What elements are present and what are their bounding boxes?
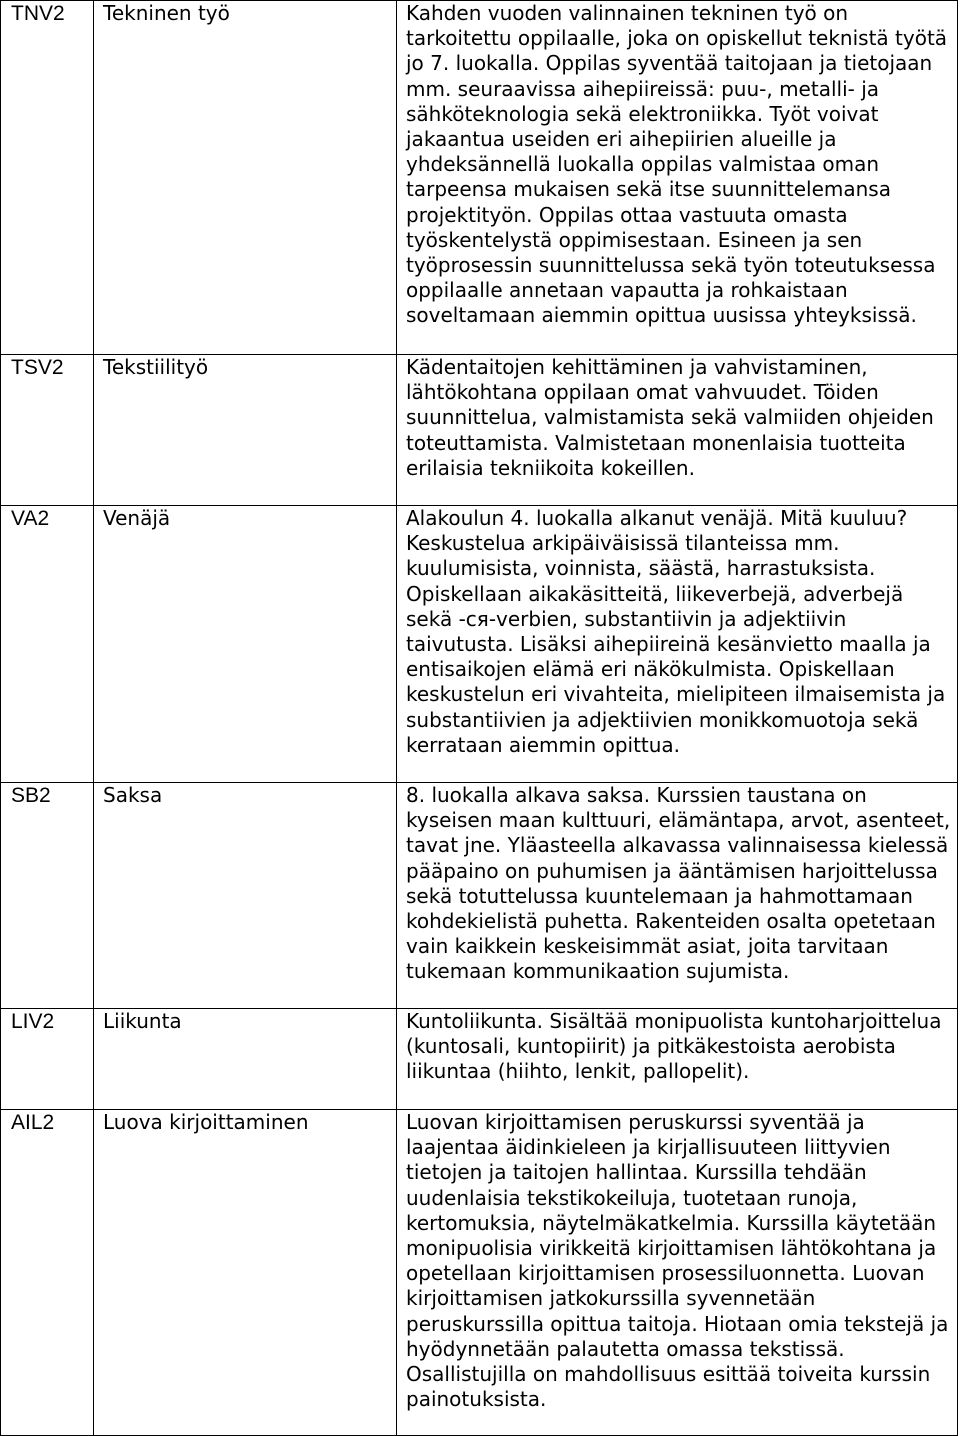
course-name: Liikunta	[94, 1009, 397, 1110]
course-description	[397, 1009, 958, 1110]
course-description-text: Kuntoliikunta. Sisältää monipuolista kuntoharjoittelua (kuntosali, kuntopiirit) ja pitkäkestoista aerobista liikuntaa (hiihto, lenkit, pallopelit).	[406, 1009, 942, 1084]
course-description	[397, 1, 958, 355]
course-description-text: Kädentaitojen kehittäminen ja vahvistaminen, lähtökohtana oppilaan omat vahvuudet. Töiden suunnittelua, valmistamista sekä valmiiden ohjeiden toteuttamista. Valmistetaan monenlaisia tuotteita erilaisia tekniikoita kokeillen.	[406, 355, 934, 480]
course-code: VA2	[1, 506, 94, 783]
course-description-text: 8. luokalla alkava saksa. Kurssien taustana on kyseisen maan kulttuuri, elämäntapa, arvot, asenteet, tavat jne. Yläasteella alkavassa valinnaisessa kielessä pääpaino on puhumisen ja ääntämisen harjoittelussa sekä totuttelussa kuuntelemaan ja hahmottamaan kohdekielistä puhetta. Rakenteiden osalta opetetaan vain kaikkein keskeisimmät asiat, joita tarvitaan tukemaan kommunikaation sujumista.	[406, 783, 951, 984]
course-code: TNV2	[1, 1, 94, 355]
table-row	[1, 506, 958, 783]
course-description	[397, 355, 958, 506]
course-description-text: Kahden vuoden valinnainen tekninen työ on tarkoitettu oppilaalle, joka on opiskellut teknistä työtä jo 7. luokalla. Oppilas syventää taitojaan ja tietojaan mm. seuraavissa aihepiireissä: puu-, metalli- ja sähköteknologia sekä elektroniikka. Työt voivat jakaantua useiden eri aihepiirien alueille ja yhdeksännellä luokalla oppilas valmistaa oman tarpeensa mukaisen sekä itse suunnittelemansa projektityön. Oppilas ottaa vastuuta omasta työskentelystä oppimisestaan. Esineen ja sen työprosessin suunnittelussa sekä työn toteutuksessa oppilaalle annetaan vapautta ja rohkaistaan soveltamaan aiemmin opittua uusissa yhteyksissä.	[406, 1, 948, 328]
table-row	[1, 783, 958, 1009]
course-description-text: Alakoulun 4. luokalla alkanut venäjä. Mitä kuuluu? Keskustelua arkipäiväisissä tilanteissa mm. kuulumisista, voinnista, säästä, harrastuksista. Opiskellaan aikakäsitteitä, liikeverbejä, adverbejä sekä -ся-verbien, substantiivin ja adjektiivin taivutusta. Lisäksi aihepiireinä kesänvietto maalla ja entisaikojen elämä eri näkökulmista. Opiskellaan keskustelun eri vivahteita, mielipiteen ilmaisemista ja substantiivien ja adjektiivien monikkomuotoja sekä kerrataan aiemmin opittua.	[406, 506, 946, 757]
course-code: SB2	[1, 783, 94, 1009]
table-row	[1, 1, 958, 355]
course-code: AIL2	[1, 1110, 94, 1436]
course-description	[397, 506, 958, 783]
course-name: Saksa	[94, 783, 397, 1009]
course-code: TSV2	[1, 355, 94, 506]
table-row	[1, 355, 958, 506]
course-name: Luova kirjoittaminen	[94, 1110, 397, 1436]
table-row	[1, 1009, 958, 1110]
course-name: Venäjä	[94, 506, 397, 783]
course-name: Tekstiilityö	[94, 355, 397, 506]
course-code: LIV2	[1, 1009, 94, 1110]
course-name: Tekninen työ	[94, 1, 397, 355]
course-description	[397, 783, 958, 1009]
table-row	[1, 1110, 958, 1436]
course-description-text: Luovan kirjoittamisen peruskurssi syventää ja laajentaa äidinkieleen ja kirjallisuuteen liittyvien tietojen ja taitojen hallintaa. Kurssilla tehdään uudenlaisia tekstikokeiluja, tuotetaan runoja, kertomuksia, näytelmäkatkelmia. Kurssilla käytetään monipuolisia virikkeitä kirjoittamisen lähtökohtana ja opetellaan kirjoittamisen prosessiluonnetta. Luovan kirjoittamisen jatkokurssilla syvennetään peruskurssilla opittua taitoja. Hiotaan omia tekstejä ja hyödynnetään palautetta omassa tekstissä. Osallistujilla on mahdollisuus esittää toiveita kurssin painotuksista.	[406, 1110, 949, 1412]
course-description	[397, 1110, 958, 1436]
